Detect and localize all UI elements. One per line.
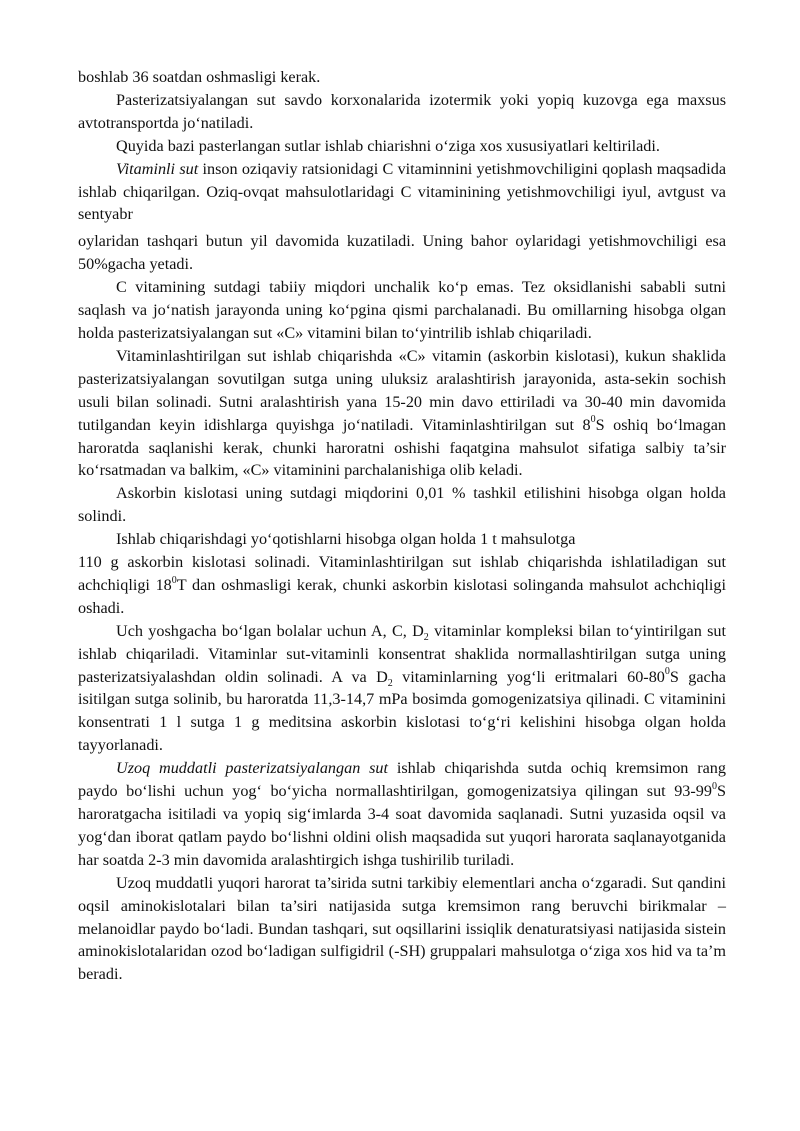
paragraph-text: vitaminlarning yog‘li eritmalari 60-80	[392, 667, 665, 686]
paragraph-10	[78, 551, 726, 620]
paragraph-text: boshlab 36 soatdan oshmasligi kerak.	[78, 68, 321, 86]
paragraph-text: T dan oshmasligi kerak, chunki askorbin kislotasi solinganda mahsulot achchiqligi oshadi.	[78, 575, 727, 617]
paragraph-text: ishlab chiqarishda sutda ochiq kremsimon rang paydo bo‘lishi uchun yog‘ bo‘yicha normallashtirilgan, gomogenizatsiya qilingan sut 93-99	[78, 759, 726, 801]
paragraph-text: Uch yoshgacha bo‘lgan bolalar uchun A, C, D	[116, 621, 424, 640]
paragraph-text: Quyida bazi pasterlangan sutlar ishlab chiarishni o‘ziga xos xususiyatlari keltiriladi.	[116, 136, 660, 155]
paragraph-9	[78, 528, 726, 551]
paragraph-text: Pasterizatsiyalangan sut savdo korxonalarida izotermik yoki yopiq kuzovga ega maxsus avtotransportda jo‘natiladi.	[78, 90, 726, 132]
paragraph-13	[78, 872, 726, 987]
paragraph-12	[78, 757, 726, 872]
paragraph-2	[78, 89, 726, 135]
paragraph-text: S gacha isitilgan sutga solinib, bu haroratda 11,3-14,7 mPa bosimda gomogenizatsiya qilinadi. C vitaminini konsentrati 1 l sutga 1 g meditsina askorbin kislotasi to‘g‘ri kelishini hisobga olgan holda tayyorlanadi.	[78, 667, 726, 755]
paragraph-text: Ishlab chiqarishdagi yo‘qotishlarni hisobga olgan holda 1 t mahsulotga	[116, 530, 576, 549]
paragraph-7	[78, 345, 726, 482]
paragraph-11	[78, 620, 726, 757]
degree-superscript: 0	[711, 780, 717, 792]
paragraph-text: inson oziqaviy ratsionidagi C vitaminnini yetishmovchiligini qoplash maqsadida ishlab chiqarilgan. Oziq-ovqat mahsulotlaridagi C vitaminining yetishmovchiligi iyul, avtgust va sentyabr	[78, 159, 726, 224]
paragraph-text: C vitamining sutdagi tabiiy miqdori unchalik ko‘p emas. Tez oksidlanishi sababli sutni saqlash va jo‘natish jarayonda uning ko‘pgina qismi parchalanadi. Bu omillarning hisobga olgan holda pasterizatsiyalangan sut «C» vitamini bilan to‘yintrilib ishlab chiqariladi.	[78, 278, 726, 342]
paragraph-text: 110 g askorbin kislotasi solinadi. Vitaminlashtirilgan sut ishlab chiqarishda ishlatiladigan sut achchiqligi 18	[78, 553, 726, 594]
paragraph-text: S haroratgacha isitiladi va yopiq sig‘imlarda 3-4 soat davomida saqlanadi. Sutni yuzasida oqsil va yog‘dan iborat qatlam paydo bo‘lishni oldini olish maqsadida sut yuqori harorata saqlanayotganida har soatda 2-3 min davomida aralashtirgich ishga tushirilib turiladi.	[78, 782, 726, 869]
paragraph-text: Vitaminlashtirilgan sut ishlab chiqarishda «C» vitamin (askorbin kislotasi), kukun shaklida pasterizatsiyalangan sovutilgan sutga uning uluksiz aralashtirish jarayonida, asta-sekin sochish usuli bilan solinadi. Sutni aralashtirish yana 15-20 min davo ettiriladi va 30-40 min davomida tutilgandan keyin idishlarga quyishga jo‘natiladi. Vitaminlashtirilgan sut 8	[78, 346, 726, 434]
degree-superscript: 0	[171, 574, 177, 586]
italic-term: Vitaminli sut	[116, 159, 199, 178]
degree-superscript: 0	[590, 414, 596, 426]
paragraph-text: Askorbin kislotasi uning sutdagi miqdorini 0,01 % tashkil etilishini hisobga olgan holda solindi.	[78, 484, 726, 526]
paragraph-text: vitaminlar kompleksi bilan to‘yintirilgan sut ishlab chiqariladi. Vitaminlar sut-vitaminli konsentrat shaklida normallashtirilgan sutga uning pasterizatsiyalashdan oldin solinadi. A va D	[78, 621, 726, 686]
paragraph-text: Uzoq muddatli yuqori harorat ta’sirida sutni tarkibiy elementlari ancha o‘zgaradi. Sut qandini oqsil aminokislotalari bilan ta’siri natijasida sutga kremsimon rang beruvchi birikmalar – melanoidlar paydo bo‘ladi. Bundan tashqari, sut oqsillarini issiqlik denaturatsiyasi natijasida sistein aminokislotalaridan ozod bo‘ladigan sulfigidril (-SH) gruppalari mahsulotga o‘ziga xos hid va ta’m beradi.	[78, 873, 726, 984]
subscript: 2	[423, 631, 429, 643]
italic-term: Uzoq muddatli pasterizatsiyalangan sut	[116, 759, 389, 778]
degree-superscript: 0	[664, 666, 670, 678]
paragraph-3	[78, 135, 726, 158]
paragraph-1	[78, 66, 726, 89]
subscript: 2	[387, 677, 393, 689]
paragraph-text: S oshiq bo‘lmagan haroratda saqlanishi kerak, chunki haroratni oshishi faqatgina mahsulot sifatiga salbiy ta’sir ko‘rsatmadan va balkim, «C» vitaminini parchalanishiga olib keladi.	[78, 415, 726, 480]
paragraph-text: oylaridan tashqari butun yil davomida kuzatiladi. Uning bahor oylaridagi yetishmovchiligi esa 50%gacha yetadi.	[78, 232, 726, 274]
document-page	[78, 66, 726, 986]
paragraph-4	[78, 158, 726, 227]
paragraph-8	[78, 482, 726, 528]
paragraph-5	[78, 230, 726, 276]
paragraph-6	[78, 276, 726, 345]
